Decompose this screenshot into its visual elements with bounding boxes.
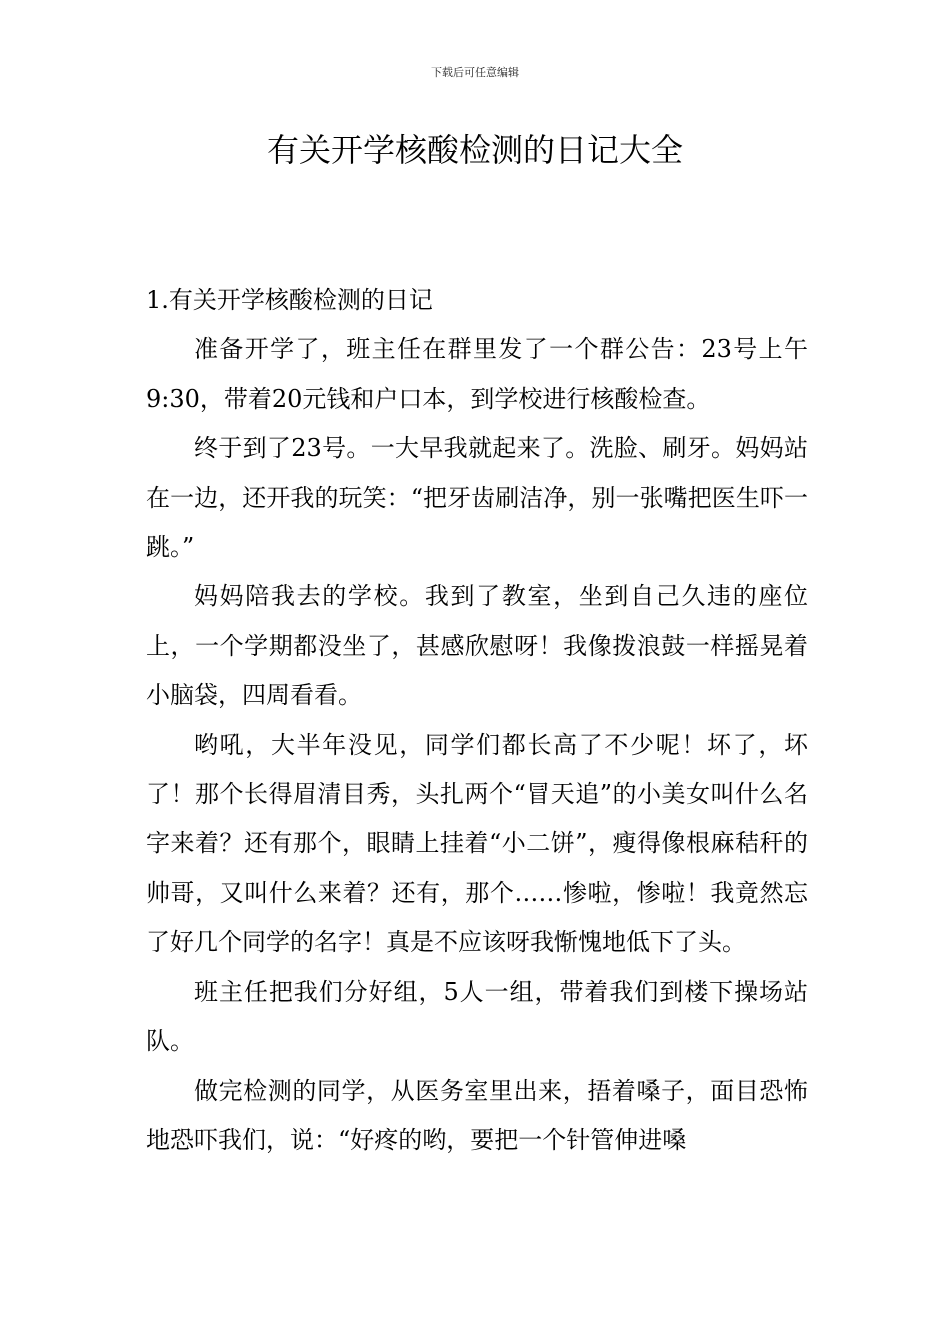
paragraph-2: 终于到了23号。一大早我就起来了。洗脸、刷牙。妈妈站在一边，还开我的玩笑：“把牙齿刷洁净，别一张嘴把医生吓一跳。”: [146, 434, 808, 562]
paragraph-6: 做完检测的同学，从医务室里出来，捂着嗓子，面目恐怖地恐吓我们，说：“好疼的哟，要把一个针管伸进嗓: [146, 1076, 808, 1154]
paragraph-5: 班主任把我们分好组，5人一组，带着我们到楼下操场站队。: [146, 977, 808, 1056]
paragraph-4: 哟吼，大半年没见，同学们都长高了不少呢！坏了，坏了！那个长得眉清目秀，头扎两个“冒天追”的小美女叫什么名字来着？还有那个，眼睛上挂着“小二饼”，瘦得像根麻秸秆的帅哥，又叫什么来着？还有，那个……惨啦，惨啦！我竟然忘了好几个同学的名字！真是不应该呀我惭愧地低下了头。: [146, 730, 808, 957]
paragraph-3: 妈妈陪我去的学校。我到了教室，坐到自己久违的座位上，一个学期都没坐了，甚感欣慰呀！我像拨浪鼓一样摇晃着小脑袋，四周看看。: [146, 582, 808, 710]
header-note: 下载后可任意编辑: [431, 66, 519, 79]
paragraph-1: 准备开学了，班主任在群里发了一个群公告：23号上午9:30，带着20元钱和户口本，到学校进行核酸检查。: [146, 335, 808, 413]
document-title: 有关开学核酸检测的日记大全: [266, 131, 683, 169]
section-heading: 1.有关开学核酸检测的日记: [146, 286, 433, 314]
document-body: [146, 276, 808, 1165]
